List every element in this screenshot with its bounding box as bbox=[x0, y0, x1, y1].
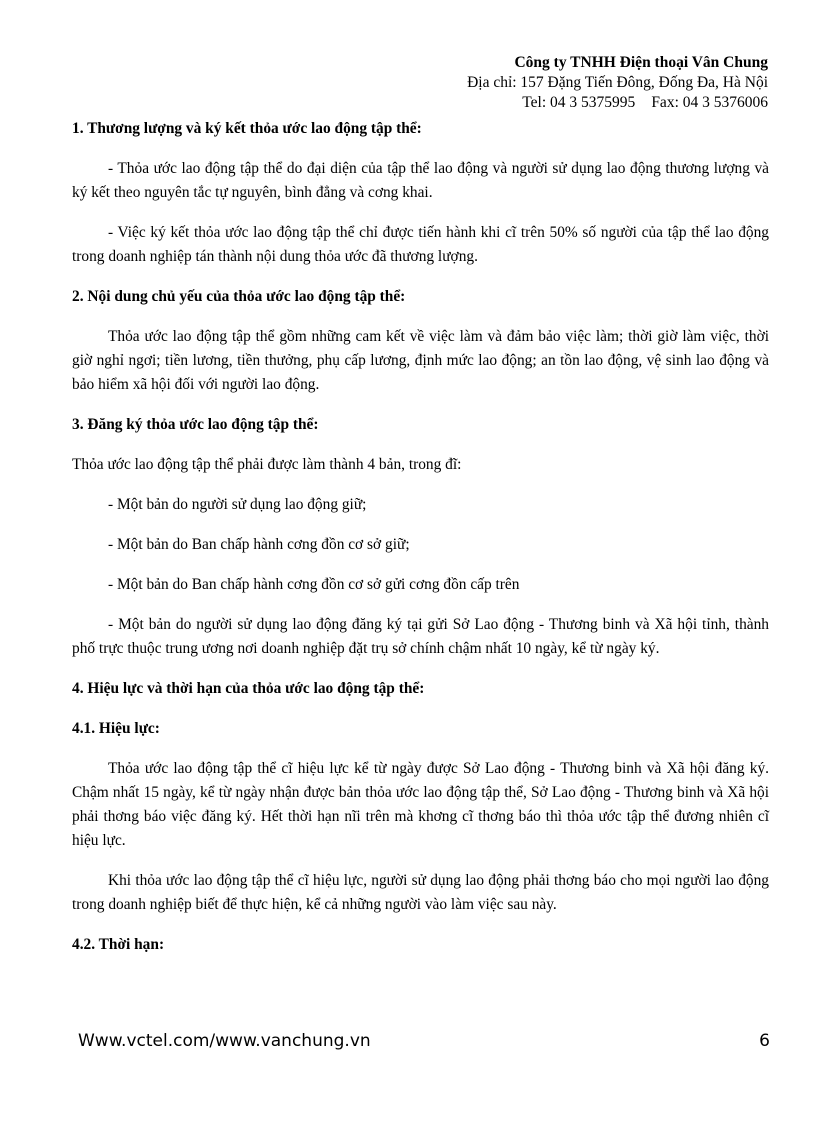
paragraph: Khi thỏa ước lao động tập thể cĩ hiệu lực, người sử dụng lao động phải thơng báo cho mọi người lao động trong doanh nghiệp biết để thực hiện, kể cả những người vào làm việc sau này. bbox=[72, 872, 769, 913]
paragraph: Thỏa ước lao động tập thể gồm những cam kết về việc làm và đảm bảo việc làm; thời giờ làm việc, thời giờ nghỉ ngơi; tiền lương, tiền thưởng, phụ cấp lương, định mức lao động; an tồn lao động, vệ sinh lao động và bảo hiểm xã hội đối với người lao động. bbox=[72, 328, 769, 393]
section-heading: 2. Nội dung chủ yếu của thỏa ước lao động tập thể: bbox=[72, 288, 406, 305]
letterhead bbox=[467, 53, 768, 113]
footer-website: Www.vctel.com/www.vanchung.vn bbox=[78, 1031, 371, 1051]
subsection-heading: 4.2. Thời hạn: bbox=[72, 936, 165, 953]
list-item: - Một bản do người sử dụng lao động giữ; bbox=[108, 496, 367, 513]
paragraph: - Thỏa ước lao động tập thể do đại diện của tập thể lao động và người sử dụng lao động thương lượng và ký kết theo nguyên tắc tự nguyên, bình đẳng và cơng khai. bbox=[72, 160, 769, 201]
paragraph: - Việc ký kết thỏa ước lao động tập thể chỉ được tiến hành khi cĩ trên 50% số người của tập thể lao động trong doanh nghiệp tán thành nội dung thỏa ước đã thương lượng. bbox=[72, 224, 769, 265]
page-number: 6 bbox=[759, 1031, 770, 1051]
contact-line bbox=[467, 93, 768, 113]
subsection-heading: 4.1. Hiệu lực: bbox=[72, 720, 160, 737]
fax: Fax: 04 3 5376006 bbox=[651, 94, 768, 111]
paragraph: Thỏa ước lao động tập thể phải được làm thành 4 bản, trong đĩ: bbox=[72, 456, 462, 473]
company-name: Công ty TNHH Điện thoại Vân Chung bbox=[514, 54, 768, 71]
section-heading: 4. Hiệu lực và thời hạn của thỏa ước lao động tập thể: bbox=[72, 680, 425, 697]
section-heading: 1. Thương lượng và ký kết thỏa ước lao động tập thể: bbox=[72, 120, 422, 137]
page-footer bbox=[78, 1030, 770, 1052]
list-item: - Một bản do Ban chấp hành cơng đồn cơ sở giữ; bbox=[108, 536, 410, 553]
list-item: - Một bản do người sử dụng lao động đăng ký tại gửi Sở Lao động - Thương binh và Xã hội tỉnh, thành phố trực thuộc trung ương nơi doanh nghiệp đặt trụ sở chính chậm nhất 10 ngày, kể từ ngày ký. bbox=[72, 616, 769, 657]
paragraph: Thỏa ước lao động tập thể cĩ hiệu lực kể từ ngày được Sở Lao động - Thương binh và Xã hội đăng ký. Chậm nhất 15 ngày, kể từ ngày nhận được bản thỏa ước lao động tập thể, Sở Lao động - Thương binh và Xã hội phải thơng báo việc đăng ký. Hết thời hạn nĩi trên mà khơng cĩ thơng báo thì thỏa ước tập thể đương nhiên cĩ hiệu lực. bbox=[72, 760, 769, 849]
telephone: Tel: 04 3 5375995 bbox=[522, 94, 636, 111]
section-heading: 3. Đăng ký thỏa ước lao động tập thể: bbox=[72, 416, 319, 433]
list-item: - Một bản do Ban chấp hành cơng đồn cơ sở gửi cơng đồn cấp trên bbox=[108, 576, 520, 593]
company-address: Địa chỉ: 157 Đặng Tiến Đông, Đống Đa, Hà Nội bbox=[467, 74, 768, 91]
document-body bbox=[72, 117, 769, 973]
